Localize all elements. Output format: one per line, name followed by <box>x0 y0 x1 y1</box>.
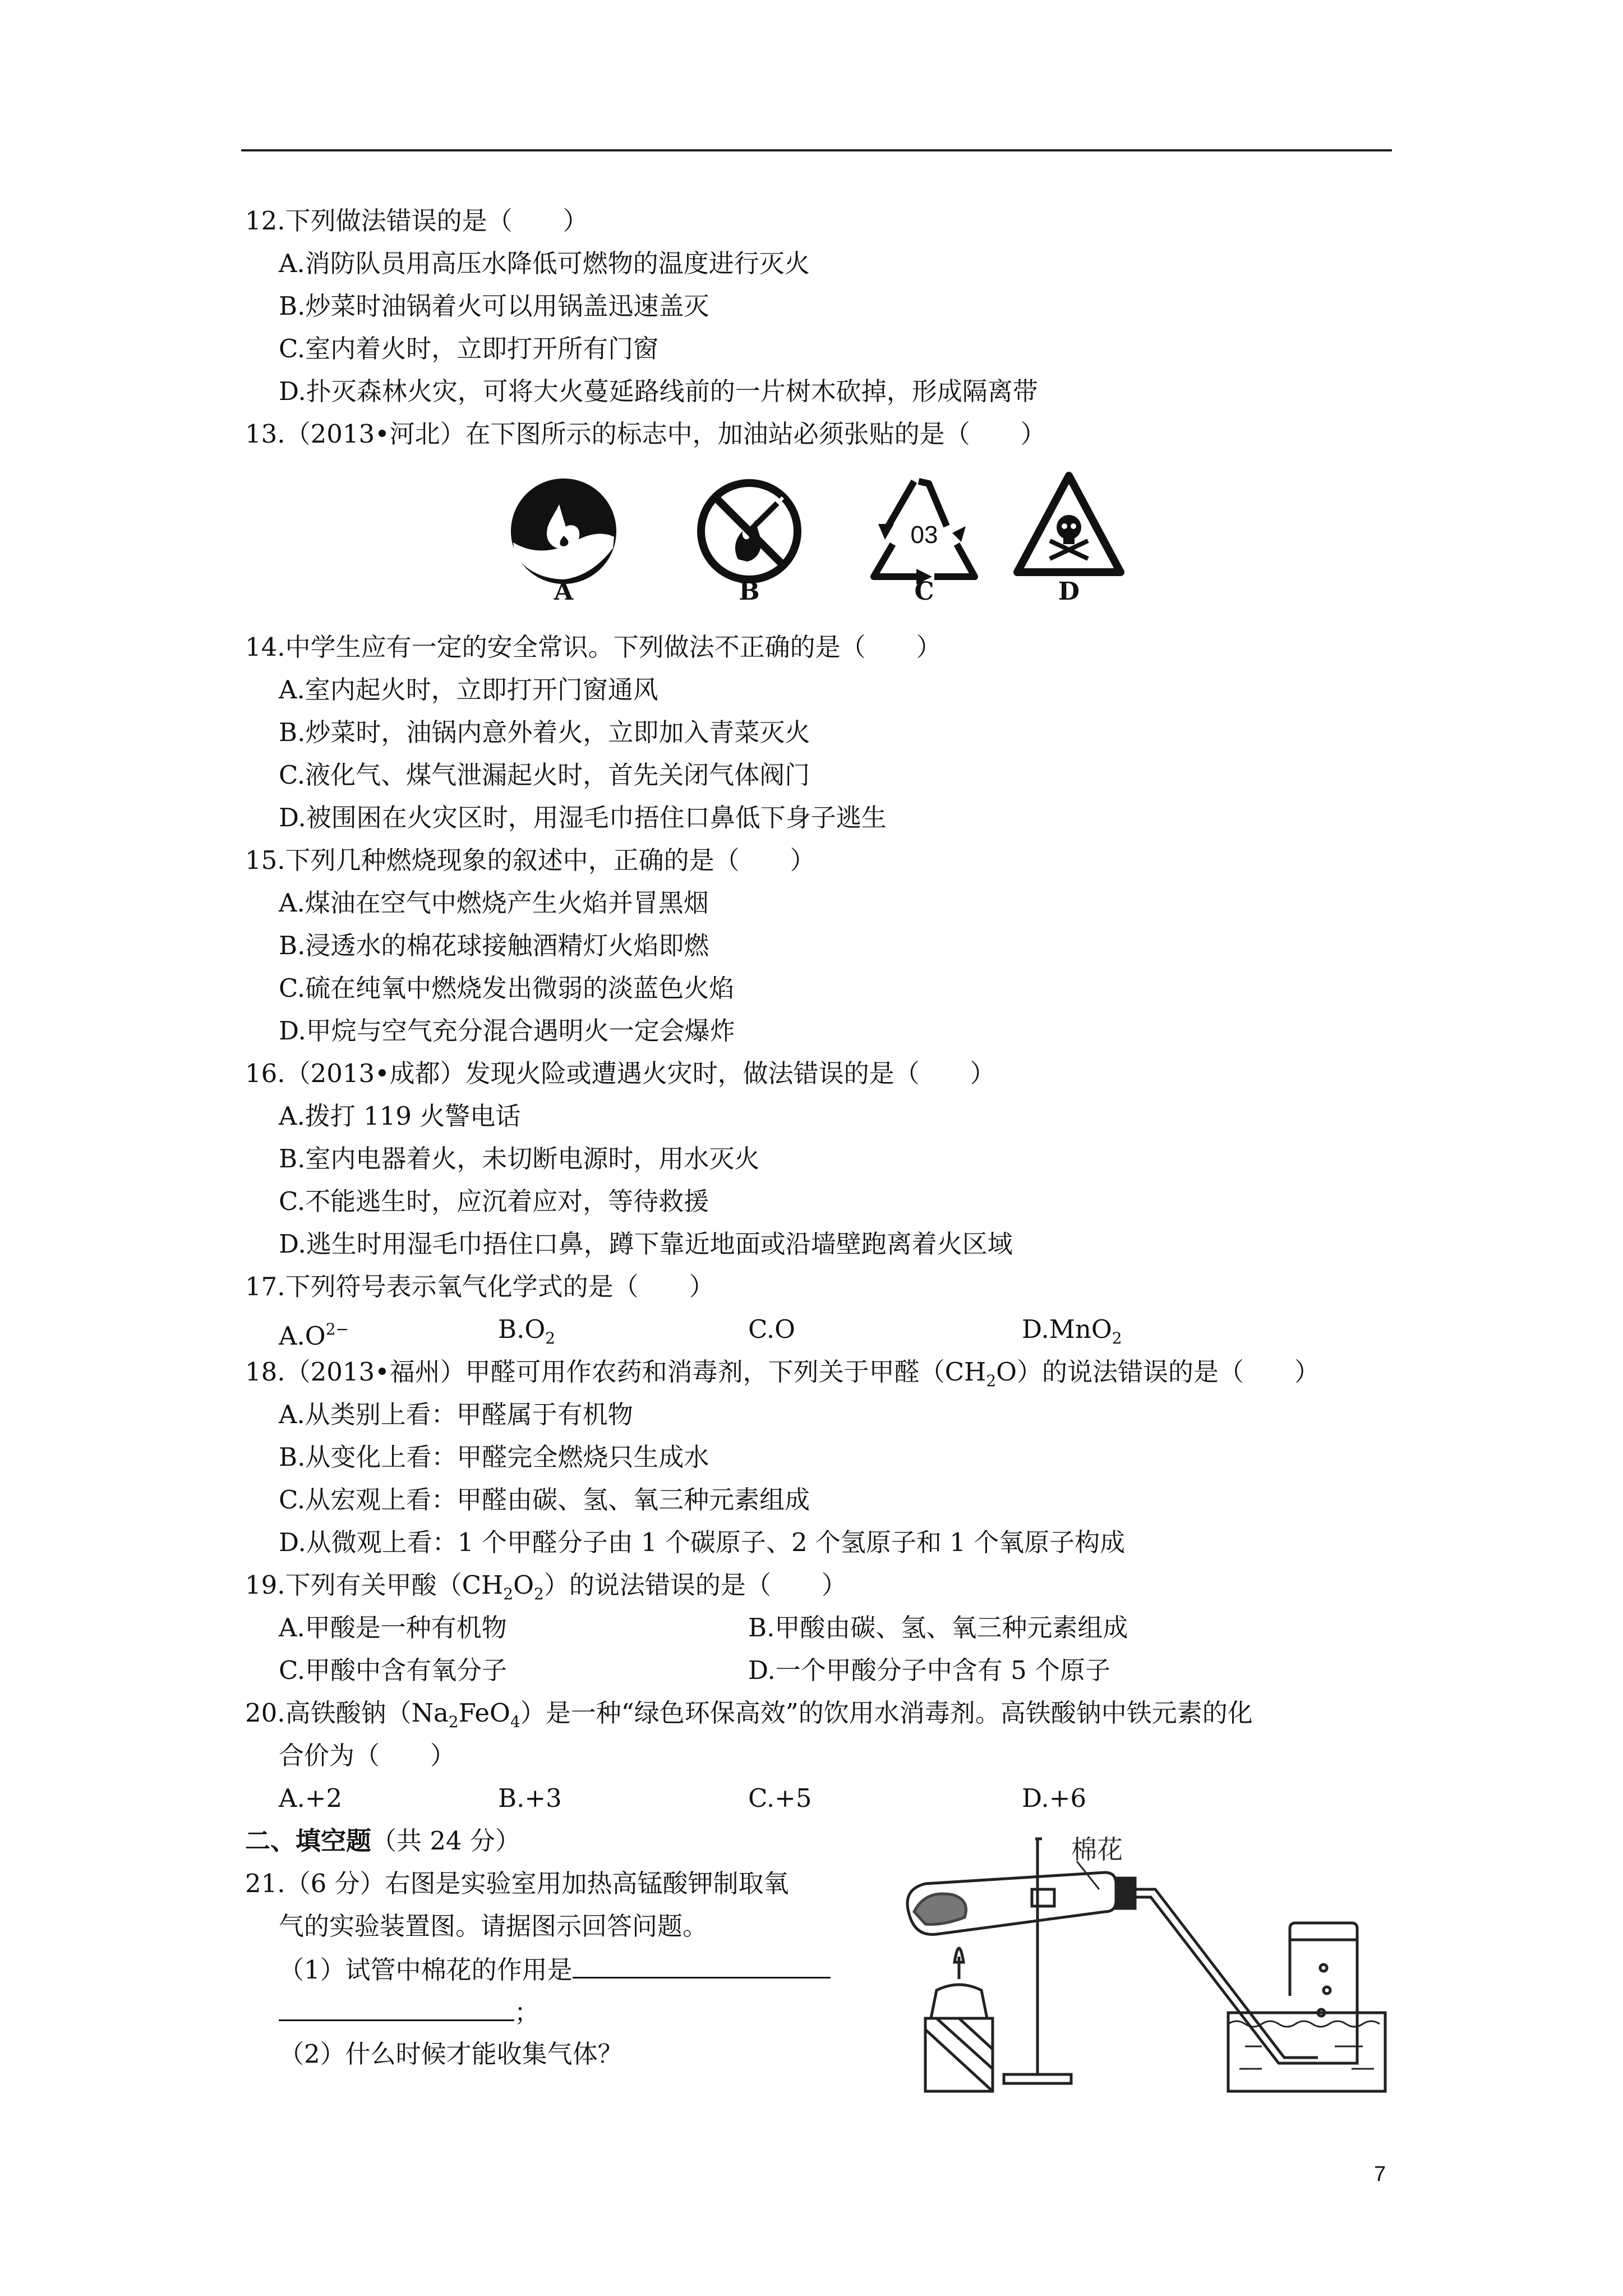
q17-stem: 17.下列符号表示氧气化学式的是（ ） <box>245 1272 714 1301</box>
q20-stem-line2: 合价为（ ） <box>279 1741 456 1770</box>
q16-option-a: A.拨打 119 火警电话 <box>279 1101 521 1131</box>
q17-option-b: $B.O_2$ <box>498 1314 556 1347</box>
q12-option-c: C.室内着火时，立即打开所有门窗 <box>279 334 659 364</box>
sign-label-a: A <box>554 577 574 606</box>
q12-stem: 12.下列做法错误的是（ ） <box>245 206 588 236</box>
q14-option-a: A.室内起火时，立即打开门窗通风 <box>279 675 658 705</box>
q14-stem: 14.中学生应有一定的安全常识。下列做法不正确的是（ ） <box>245 632 942 662</box>
q19-stem: 19.下列有关甲酸$(CH_2O_2)$的说法错误的是（ ） <box>245 1570 847 1603</box>
toxic-sign-icon <box>1013 471 1125 583</box>
q15-option-c: C.硫在纯氧中燃烧发出微弱的淡蓝色火焰 <box>279 973 735 1003</box>
water-saving-sign-icon <box>508 475 620 587</box>
q18-option-d: D.从微观上看：1 个甲醛分子由 1 个碳原子、2 个氢原子和 1 个氧原子构成 <box>279 1527 1126 1557</box>
q19-option-c: C.甲酸中含有氧分子 <box>279 1655 508 1685</box>
q18-option-b: B.从变化上看：甲醛完全燃烧只生成水 <box>279 1442 709 1472</box>
oxygen-apparatus-figure <box>892 1828 1396 2097</box>
q20-option-c: C.+5 <box>748 1783 812 1813</box>
q17-option-c: C.O <box>748 1314 796 1344</box>
q21-part2: （2）什么时候才能收集气体？ <box>279 2039 623 2069</box>
section-2-heading: 二、填空题（共 24 分） <box>245 1826 520 1856</box>
q15-option-d: D.甲烷与空气充分混合遇明火一定会爆炸 <box>279 1016 735 1046</box>
cotton-label: 棉花 <box>1071 1834 1123 1865</box>
q15-option-a: A.煤油在空气中燃烧产生火焰并冒黑烟 <box>279 888 709 918</box>
q18-stem: 18.（2013•福州）甲醛可用作农药和消毒剂，下列关于甲醛$(CH_2O)$的说法错误的是（ ） <box>245 1357 1320 1390</box>
q21-part1-continued: ； <box>279 1995 540 2030</box>
q13-stem: 13.（2013•河北）在下图所示的标志中，加油站必须张贴的是（ ） <box>245 419 1046 449</box>
q14-option-b: B.炒菜时，油锅内意外着火，立即加入青菜灭火 <box>279 717 810 747</box>
q16-option-d: D.逃生时用湿毛巾捂住口鼻，蹲下靠近地面或沿墙壁跑离着火区域 <box>279 1229 1013 1259</box>
q21-answer-blank-2[interactable] <box>279 1995 514 2021</box>
q12-option-d: D.扑灭森林火灾，可将大火蔓延路线前的一片树木砍掉，形成隔离带 <box>279 376 1038 406</box>
q19-option-a: A.甲酸是一种有机物 <box>279 1613 507 1642</box>
q14-option-c: C.液化气、煤气泄漏起火时，首先关闭气体阀门 <box>279 760 810 790</box>
q21-line1: 21.（6 分）右图是实验室用加热高锰酸钾制取氧 <box>245 1869 789 1898</box>
sign-label-b: B <box>739 577 760 606</box>
q21-line2: 气的实验装置图。请据图示回答问题。 <box>279 1911 708 1941</box>
q17-option-a: $A.O^{2-}$ <box>279 1320 349 1351</box>
q12-option-b: B.炒菜时油锅着火可以用锅盖迅速盖灭 <box>279 291 709 321</box>
q12-option-a: A.消防队员用高压水降低可燃物的温度进行灭火 <box>279 249 810 278</box>
q17-option-d: D.MnO$_2$ <box>1022 1314 1122 1347</box>
q19-option-b: B.甲酸由碳、氢、氧三种元素组成 <box>748 1613 1128 1642</box>
q18-option-c: C.从宏观上看：甲醛由碳、氢、氧三种元素组成 <box>279 1485 810 1515</box>
recycle-sign-code: 03 <box>910 521 938 549</box>
q14-option-d: D.被围困在火灾区时，用湿毛巾捂住口鼻低下身子逃生 <box>279 803 887 832</box>
q16-option-b: B.室内电器着火，未切断电源时，用水灭火 <box>279 1144 760 1174</box>
q20-option-a: A.+2 <box>279 1783 343 1813</box>
q19-option-d: D.一个甲酸分子中含有 5 个原子 <box>748 1655 1111 1685</box>
recycle-sign-icon <box>863 470 986 588</box>
q16-stem: 16.（2013•成都）发现火险或遭遇火灾时，做法错误的是（ ） <box>245 1059 995 1088</box>
page-number: 7 <box>1374 2162 1386 2186</box>
q20-stem: 20.高铁酸钠$(Na_2FeO_4)$是一种“绿色环保高效”的饮用水消毒剂。高铁酸钠中铁元素的化 <box>245 1698 1253 1731</box>
header-rule <box>241 149 1392 151</box>
sign-label-c: C <box>914 577 934 606</box>
q16-option-c: C.不能逃生时，应沉着应对，等待救援 <box>279 1186 709 1216</box>
q20-option-b: B.+3 <box>498 1783 562 1813</box>
q18-option-a: A.从类别上看：甲醛属于有机物 <box>279 1400 633 1429</box>
no-smoking-sign-icon <box>693 475 805 587</box>
q15-stem: 15.下列几种燃烧现象的叙述中，正确的是（ ） <box>245 845 815 875</box>
q20-option-d: D.+6 <box>1022 1783 1087 1813</box>
q21-answer-blank-1[interactable] <box>573 1952 831 1978</box>
q21-part1: （1）试管中棉花的作用是 <box>279 1952 831 1987</box>
sign-label-d: D <box>1058 577 1080 606</box>
q15-option-b: B.浸透水的棉花球接触酒精灯火焰即燃 <box>279 931 709 960</box>
